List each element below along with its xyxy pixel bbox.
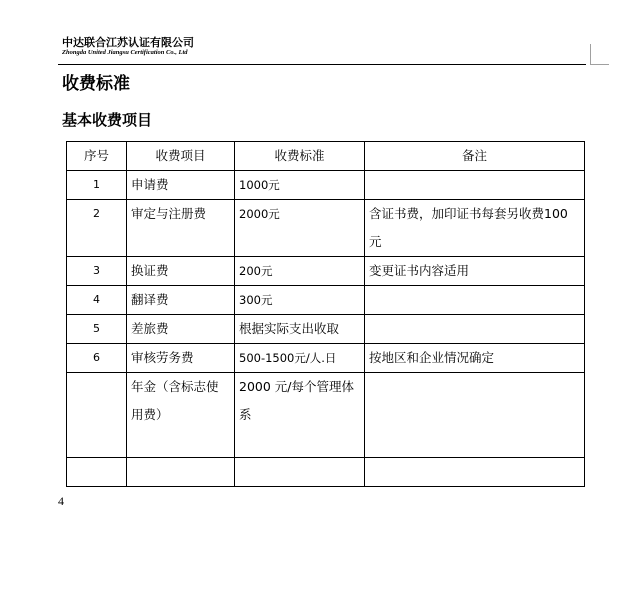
row-item <box>127 458 235 487</box>
table-row <box>67 373 585 458</box>
table-header-row <box>67 142 585 171</box>
row-standard: 300元 <box>235 286 365 315</box>
row-item: 年金（含标志使用费） <box>127 373 235 458</box>
row-standard <box>235 458 365 487</box>
row-standard: 2000 元/每个管理体系 <box>235 373 365 458</box>
row-no: 3 <box>67 257 127 286</box>
page-corner-mark <box>590 44 609 65</box>
company-name-en: Zhongda United Jiangsu Certification Co., Ltd <box>62 49 188 56</box>
table-row <box>67 200 585 257</box>
row-standard: 2000元 <box>235 200 365 257</box>
header-note: 备注 <box>365 142 585 171</box>
row-note: 变更证书内容适用 <box>365 257 585 286</box>
row-note <box>365 171 585 200</box>
row-no: 2 <box>67 200 127 257</box>
row-item: 审定与注册费 <box>127 200 235 257</box>
table-row <box>67 315 585 344</box>
row-item: 差旅费 <box>127 315 235 344</box>
table-row <box>67 286 585 315</box>
row-standard: 200元 <box>235 257 365 286</box>
table-row <box>67 458 585 487</box>
company-name-cn: 中达联合江苏认证有限公司 <box>62 36 194 49</box>
row-standard: 根据实际支出收取 <box>235 315 365 344</box>
row-standard: 1000元 <box>235 171 365 200</box>
header-standard: 收费标准 <box>235 142 365 171</box>
table-row <box>67 344 585 373</box>
row-no <box>67 458 127 487</box>
row-standard: 500-1500元/人.日 <box>235 344 365 373</box>
row-note <box>365 286 585 315</box>
subsection-title: 基本收费项目 <box>62 111 153 129</box>
row-note <box>365 315 585 344</box>
row-note: 含证书费，加印证书每套另收费100元 <box>365 200 585 257</box>
row-no: 5 <box>67 315 127 344</box>
row-item: 申请费 <box>127 171 235 200</box>
row-no: 1 <box>67 171 127 200</box>
row-note <box>365 458 585 487</box>
table-row <box>67 257 585 286</box>
row-item: 审核劳务费 <box>127 344 235 373</box>
document-header <box>62 36 194 57</box>
row-no: 4 <box>67 286 127 315</box>
page-number: 4 <box>58 494 64 508</box>
row-item: 换证费 <box>127 257 235 286</box>
fee-table <box>66 141 585 487</box>
header-no: 序号 <box>67 142 127 171</box>
row-item: 翻译费 <box>127 286 235 315</box>
section-title: 收费标准 <box>62 74 130 94</box>
row-no <box>67 373 127 458</box>
row-note: 按地区和企业情况确定 <box>365 344 585 373</box>
row-no: 6 <box>67 344 127 373</box>
table-row <box>67 171 585 200</box>
header-item: 收费项目 <box>127 142 235 171</box>
header-rule <box>58 64 586 65</box>
row-note <box>365 373 585 458</box>
